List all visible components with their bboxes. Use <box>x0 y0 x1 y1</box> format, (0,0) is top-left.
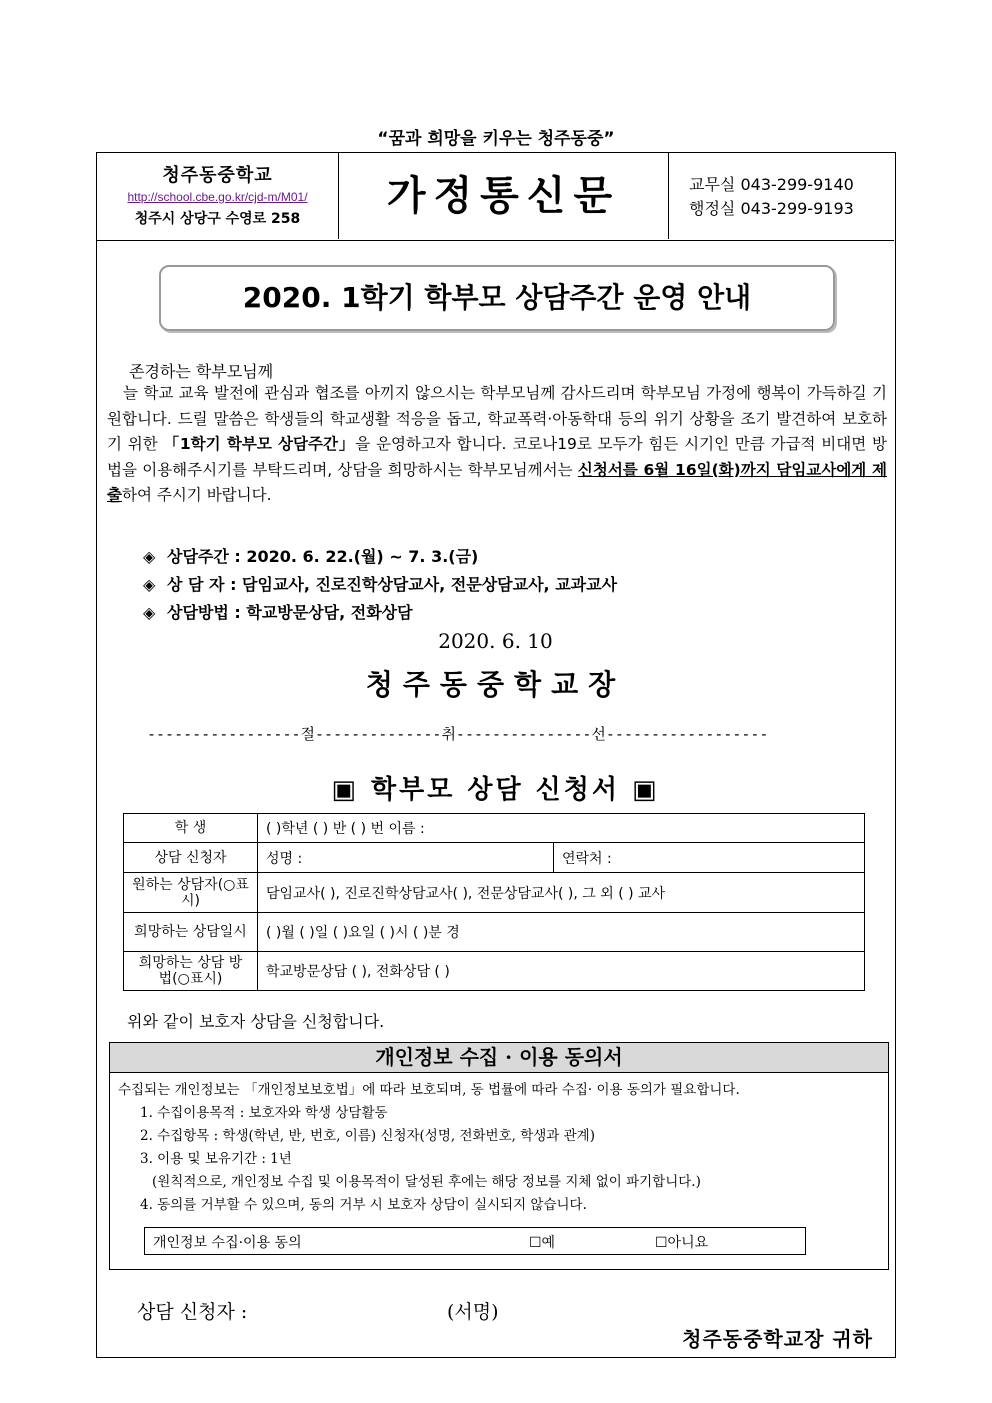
detail-item <box>143 543 617 571</box>
body-text-3: 하여 주시기 바랍니다. <box>121 486 272 504</box>
newsletter-title: 가정통신문 <box>386 173 621 219</box>
school-info <box>97 153 339 239</box>
row-label: 상담 신청자 <box>124 843 258 873</box>
phone-office: 교무실 043-299-9140 <box>689 175 854 194</box>
notice-title: 2020. 1학기 학부모 상담주간 운영 안내 <box>242 281 752 314</box>
consent-item: 4. 동의를 거부할 수 있으며, 동의 거부 시 보호자 상담이 실시되지 않습니다. <box>140 1197 587 1213</box>
detail-item <box>143 571 617 599</box>
agree-row <box>144 1227 806 1255</box>
school-url-link[interactable]: http://school.cbe.go.kr/cjd-m/M01/ <box>127 190 308 204</box>
body-text-deadline: 신청서를 6월 16일(화)까지 담임교사에게 제출 <box>107 460 887 504</box>
table-row <box>124 843 865 873</box>
agree-no-checkbox[interactable]: ☐아니요 <box>655 1235 709 1251</box>
agree-yes-checkbox[interactable]: ☐예 <box>529 1235 556 1251</box>
applicant-name-field[interactable]: 성명 : <box>258 843 554 873</box>
signature-field[interactable]: (서명) <box>447 1301 499 1323</box>
consent-item: 3. 이용 및 보유기간 : 1년 <box>140 1151 292 1167</box>
consent-title: 개인정보 수집 · 이용 동의서 <box>110 1043 888 1073</box>
diamond-icon: ◈ <box>143 603 156 622</box>
counsel-details <box>143 543 617 627</box>
datetime-field[interactable]: ( )월 ( )일 ( )요일 ( )시 ( )분 경 <box>258 913 865 952</box>
contact-info <box>669 153 894 239</box>
school-address: 청주시 상당구 수영로 258 <box>134 211 301 227</box>
application-table <box>123 813 865 991</box>
form-title: ▣ 학부모 상담 신청서 ▣ <box>331 775 660 805</box>
row-label: 원하는 상담자(○표시) <box>124 873 258 913</box>
addressee: 청주동중학교장 귀하 <box>682 1327 873 1351</box>
header <box>97 153 894 241</box>
diamond-icon: ◈ <box>143 547 156 566</box>
notice-body <box>107 381 887 509</box>
consent-intro: 수집되는 개인정보는 「개인정보보호법」에 따라 보호되며, 동 법률에 따라 수집· 이용 동의가 필요합니다. <box>118 1082 740 1098</box>
detail-period: 상담주간 : 2020. 6. 22.(월) ~ 7. 3.(금) <box>167 547 479 566</box>
table-row <box>124 913 865 952</box>
row-label: 희망하는 상담일시 <box>124 913 258 952</box>
detail-method: 상담방법 : 학교방문상담, 전화상담 <box>167 603 413 622</box>
counselor-choice-field[interactable]: 담임교사( ), 진로진학상담교사( ), 전문상담교사( ), 그 외 ( ) 교사 <box>258 873 865 913</box>
consent-item: 1. 수집이용목적 : 보호자와 학생 상담활동 <box>140 1105 388 1121</box>
phone-admin: 행정실 043-299-9193 <box>689 199 854 218</box>
applicant-contact-field[interactable]: 연락처 : <box>554 843 865 873</box>
table-row <box>124 814 865 843</box>
method-choice-field[interactable]: 학교방문상담 ( ), 전화상담 ( ) <box>258 952 865 991</box>
apply-statement: 위와 같이 보호자 상담을 신청합니다. <box>127 1012 385 1031</box>
detail-counselors: 상 담 자 : 담임교사, 진로진학상담교사, 전문상담교사, 교과교사 <box>167 575 618 594</box>
consent-item: 2. 수집항목 : 학생(학년, 반, 번호, 이름) 신청자(성명, 전화번호, 학생과 관계) <box>140 1128 595 1144</box>
principal-name: 청주동중학교장 <box>365 668 626 701</box>
consent-item: (원칙적으로, 개인정보 수집 및 이용목적이 달성된 후에는 해당 정보를 지체 없이 파기합니다.) <box>152 1174 701 1190</box>
row-label: 희망하는 상담 방법(○표시) <box>124 952 258 991</box>
cut-line: -----------------절--------------취---------------선------------------ <box>147 725 769 743</box>
notice-title-box <box>159 265 835 331</box>
notice-date: 2020. 6. 10 <box>438 629 553 653</box>
newsletter-title-cell <box>339 153 669 239</box>
agree-label: 개인정보 수집·이용 동의 <box>153 1235 302 1251</box>
row-label: 학 생 <box>124 814 258 843</box>
table-row <box>124 873 865 913</box>
body-text-2: 을 운영하고자 합니다. 코로나19로 모두가 힘든 시기인 만큼 가급적 비대면 방법을 이용해주시기를 부탁드리며, 상담을 희망하시는 학부모님께서는 <box>107 435 887 479</box>
diamond-icon: ◈ <box>143 575 156 594</box>
document-frame <box>96 152 896 1358</box>
body-text-1: 늘 학교 교육 발전에 관심과 협조를 아끼지 않으시는 학부모님께 감사드리며 학부모님 가정에 행복이 가득하길 기원합니다. 드릴 말씀은 학생들의 학교생활 적응을 돕고, 학교폭력·아동학대 등의 위기 상황을 조기 발견하여 보호하기 위한 <box>107 384 887 453</box>
school-name: 청주동중학교 <box>162 165 273 186</box>
consent-body <box>110 1073 888 1217</box>
consent-box <box>109 1042 889 1270</box>
detail-item <box>143 599 617 627</box>
student-field[interactable]: ( )학년 ( ) 반 ( ) 번 이름 : <box>258 814 865 843</box>
body-text-bold: 「1학기 학부모 상담주간」 <box>163 435 356 453</box>
table-row <box>124 952 865 991</box>
slogan: “꿈과 희망을 키우는 청주동중” <box>377 129 615 149</box>
greeting: 존경하는 학부모님께 <box>129 362 274 381</box>
applicant-sign-label: 상담 신청자 : <box>137 1301 248 1323</box>
